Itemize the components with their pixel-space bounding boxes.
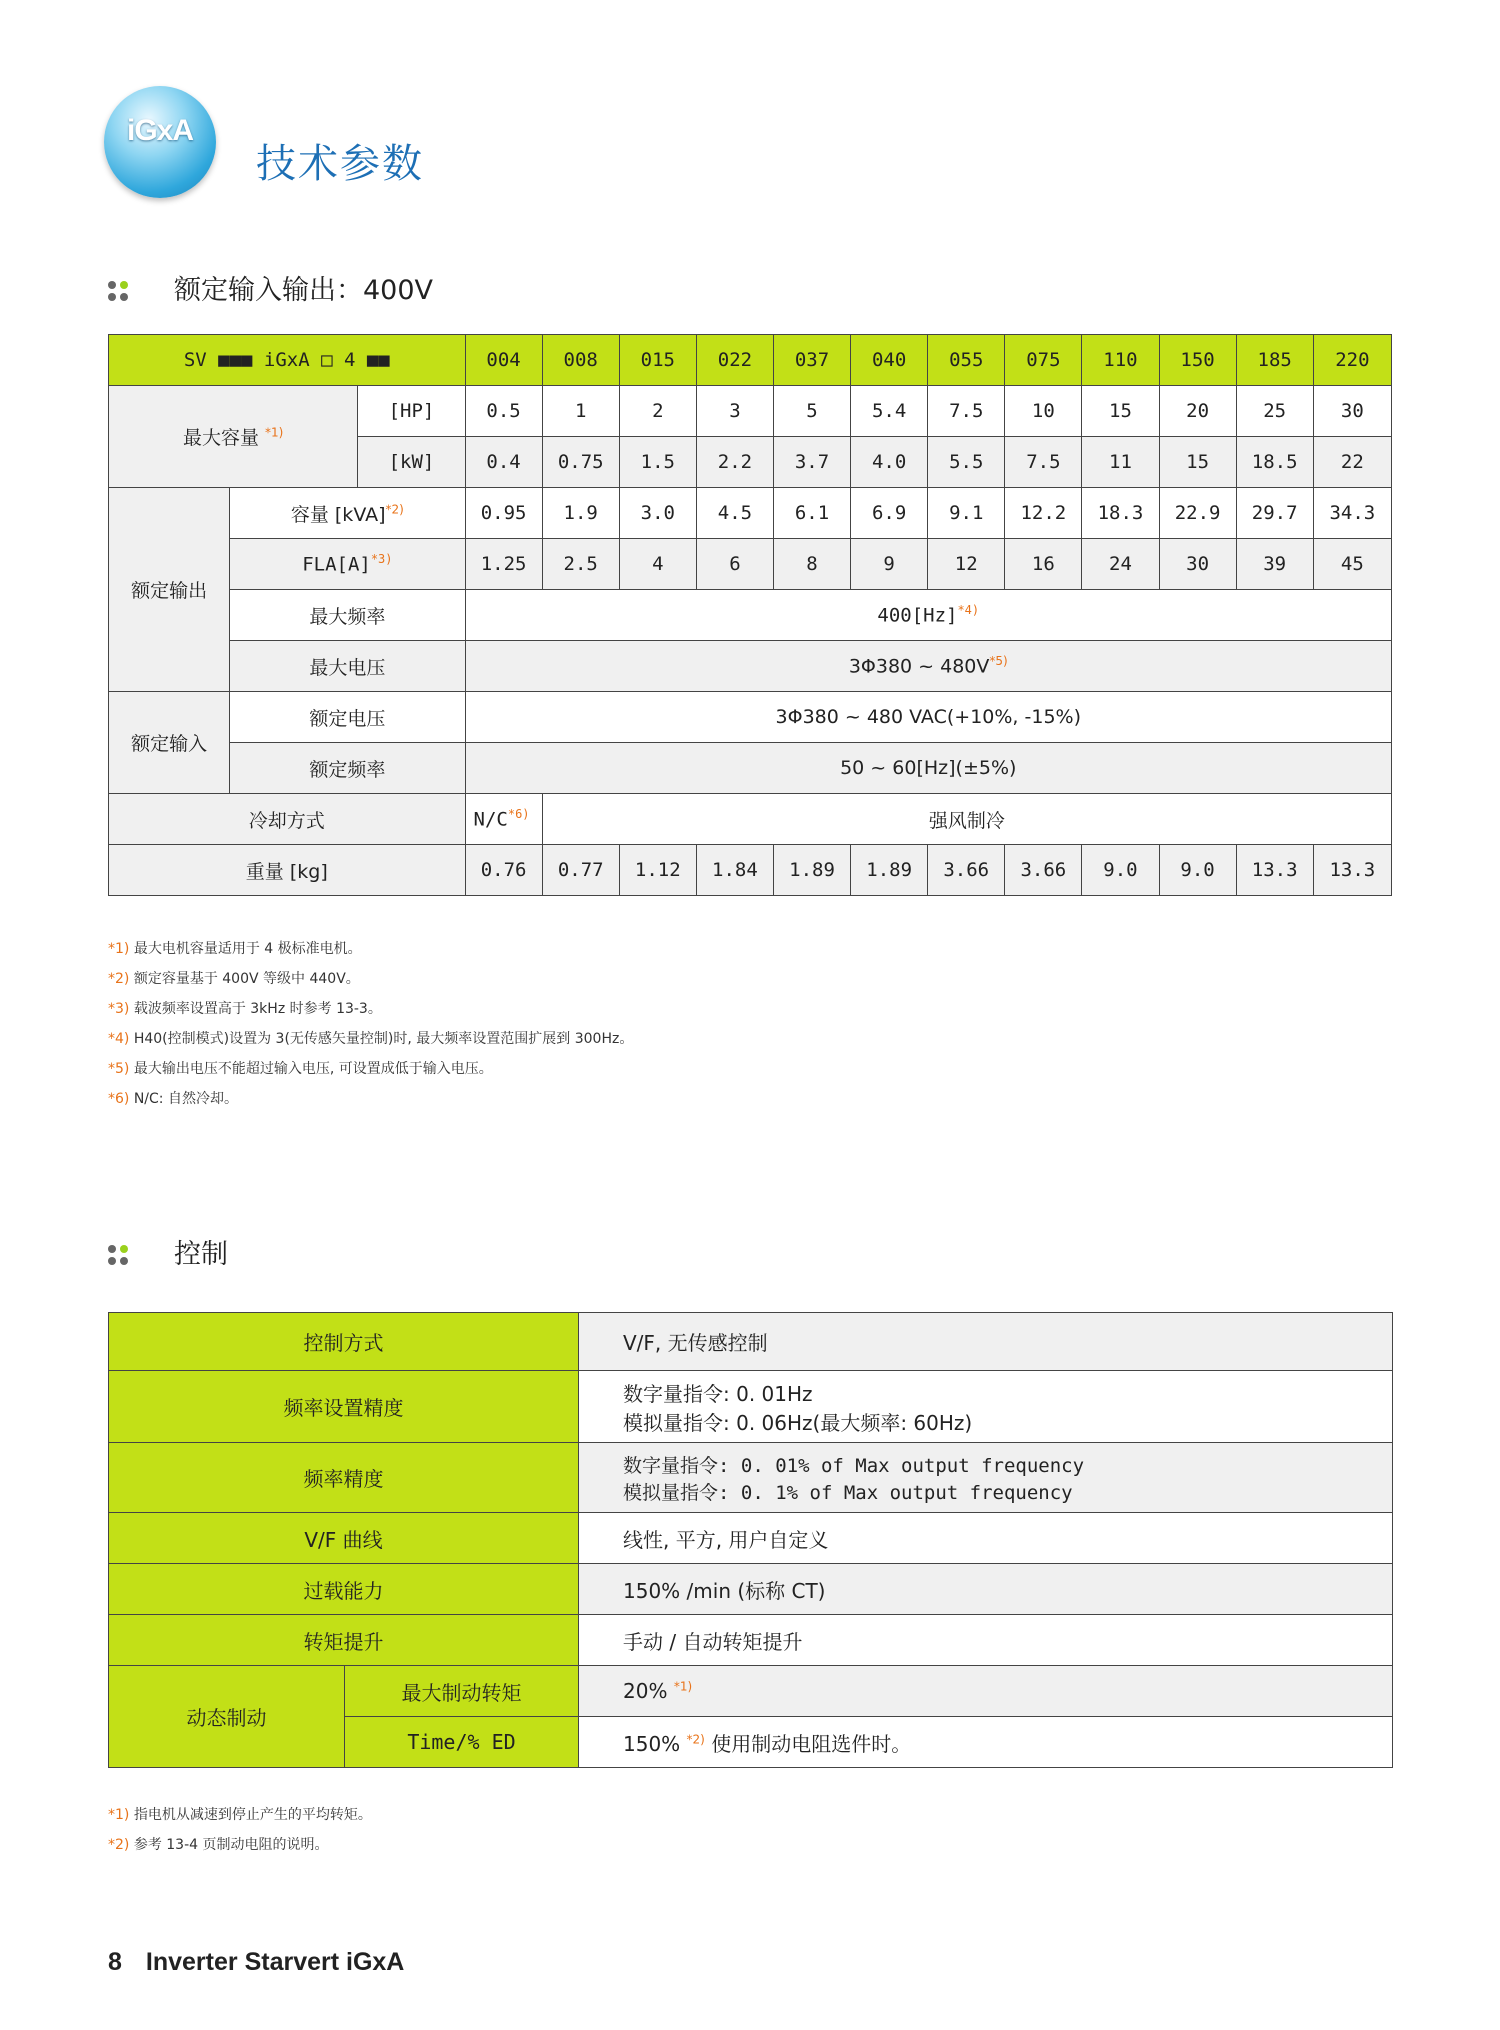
fla-cell: 2.5 xyxy=(542,539,619,590)
hp-cell: 3 xyxy=(696,386,773,437)
control-table xyxy=(108,1312,1393,1768)
weight-cell: 9.0 xyxy=(1082,845,1159,896)
max-volt-label: 最大电压 xyxy=(230,641,465,692)
max-capacity-label: 最大容量 $^{*1)}$ xyxy=(109,386,358,488)
hp-cell: 10 xyxy=(1005,386,1082,437)
fla-cell: 4 xyxy=(619,539,696,590)
note-item: *3) 载波频率设置高于 3kHz 时参考 13-3。 xyxy=(108,1001,382,1017)
model-cell: 037 xyxy=(773,335,850,386)
control-notes xyxy=(108,1800,372,1860)
fla-cell: 16 xyxy=(1005,539,1082,590)
cooling-forced: 强风制冷 xyxy=(542,794,1391,845)
control-label: V/F 曲线 xyxy=(109,1513,579,1564)
hp-cell: 1 xyxy=(542,386,619,437)
page-number: 8 xyxy=(108,1948,122,1976)
fla-cell: 39 xyxy=(1236,539,1313,590)
fla-cell: 30 xyxy=(1159,539,1236,590)
kw-cell: 1.5 xyxy=(619,437,696,488)
input-volt-row xyxy=(109,692,1392,743)
capacity-cell: 1.9 xyxy=(542,488,619,539)
braking-label: 动态制动 xyxy=(109,1666,345,1768)
fla-cell: 12 xyxy=(928,539,1005,590)
braking-row xyxy=(109,1666,1393,1717)
weight-cell: 1.89 xyxy=(773,845,850,896)
capacity-cell: 6.9 xyxy=(851,488,928,539)
model-cell: 220 xyxy=(1313,335,1391,386)
control-row xyxy=(109,1313,1393,1371)
hp-cell: 30 xyxy=(1313,386,1391,437)
fla-cell: 6 xyxy=(696,539,773,590)
input-freq-label: 额定频率 xyxy=(230,743,465,794)
fla-label: $FLA[A]^{*3)}$ xyxy=(230,539,465,590)
rated-output-label: 额定输出 xyxy=(109,488,230,692)
kw-cell: 18.5 xyxy=(1236,437,1313,488)
kw-unit: [kW] xyxy=(358,437,465,488)
page-footer xyxy=(108,1948,404,1977)
fla-cell: 24 xyxy=(1082,539,1159,590)
note-item: *1) 最大电机容量适用于 4 极标准电机。 xyxy=(108,941,362,957)
hp-row xyxy=(109,386,1392,437)
capacity-cell: 34.3 xyxy=(1313,488,1391,539)
kw-cell: 0.75 xyxy=(542,437,619,488)
weight-cell: 13.3 xyxy=(1313,845,1391,896)
control-value: 150% /min (标称 CT) xyxy=(579,1564,1393,1615)
spec-table xyxy=(108,334,1392,896)
weight-cell: 0.76 xyxy=(465,845,542,896)
weight-cell: 0.77 xyxy=(542,845,619,896)
control-value: 线性, 平方, 用户自定义 xyxy=(579,1513,1393,1564)
weight-cell: 9.0 xyxy=(1159,845,1236,896)
fla-cell: 1.25 xyxy=(465,539,542,590)
max-freq-label: 最大频率 xyxy=(230,590,465,641)
kw-cell: 2.2 xyxy=(696,437,773,488)
capacity-cell: 4.5 xyxy=(696,488,773,539)
hp-cell: 15 xyxy=(1082,386,1159,437)
kw-cell: 15 xyxy=(1159,437,1236,488)
max-volt-row xyxy=(109,641,1392,692)
capacity-cell: 3.0 xyxy=(619,488,696,539)
kw-cell: 22 xyxy=(1313,437,1391,488)
hp-cell: 20 xyxy=(1159,386,1236,437)
hp-unit: [HP] xyxy=(358,386,465,437)
kw-cell: 0.4 xyxy=(465,437,542,488)
max-braking-torque-label: 最大制动转矩 xyxy=(345,1666,579,1717)
weight-cell: 1.84 xyxy=(696,845,773,896)
capacity-cell: 9.1 xyxy=(928,488,1005,539)
footer-title: Inverter Starvert iGxA xyxy=(145,1948,405,1976)
hp-cell: 5 xyxy=(773,386,850,437)
capacity-label: 容量 [kVA]$^{*2)}$ xyxy=(230,488,465,539)
capacity-cell: 29.7 xyxy=(1236,488,1313,539)
section-title-control: 控制 xyxy=(108,1232,228,1271)
weight-cell: 3.66 xyxy=(1005,845,1082,896)
control-label: 控制方式 xyxy=(109,1313,579,1371)
model-cell: 004 xyxy=(465,335,542,386)
control-value: 数字量指令: 0. 01% of Max output frequency 模拟量指令: 0. 1% of Max output frequency xyxy=(579,1443,1393,1513)
note-item: *4) H40(控制模式)设置为 3(无传感矢量控制)时, 最大频率设置范围扩展到 300Hz。 xyxy=(108,1031,634,1047)
capacity-cell: 6.1 xyxy=(773,488,850,539)
cooling-row xyxy=(109,794,1392,845)
cooling-label: 冷却方式 xyxy=(109,794,466,845)
hp-cell: 7.5 xyxy=(928,386,1005,437)
capacity-cell: 12.2 xyxy=(1005,488,1082,539)
bullet-dots-icon xyxy=(108,281,130,303)
control-row xyxy=(109,1564,1393,1615)
input-volt-value: 3Φ380 ~ 480 VAC(+10%, -15%) xyxy=(465,692,1391,743)
control-label: 转矩提升 xyxy=(109,1615,579,1666)
time-ed-value: 150% $^{*2)}$ 使用制动电阻选件时。 xyxy=(579,1717,1393,1768)
control-row xyxy=(109,1371,1393,1443)
note-item: *2) 额定容量基于 400V 等级中 440V。 xyxy=(108,971,360,987)
input-freq-row xyxy=(109,743,1392,794)
capacity-cell: 18.3 xyxy=(1082,488,1159,539)
input-freq-value: 50 ~ 60[Hz](±5%) xyxy=(465,743,1391,794)
capacity-row xyxy=(109,488,1392,539)
max-braking-torque-value: 20% $^{*1)}$ xyxy=(579,1666,1393,1717)
weight-label: 重量 [kg] xyxy=(109,845,466,896)
kw-cell: 11 xyxy=(1082,437,1159,488)
spec-notes xyxy=(108,934,633,1114)
control-row xyxy=(109,1443,1393,1513)
fla-row xyxy=(109,539,1392,590)
bullet-dots-icon xyxy=(108,1245,130,1267)
time-ed-label: Time/% ED xyxy=(345,1717,579,1768)
control-value: 手动 / 自动转矩提升 xyxy=(579,1615,1393,1666)
control-row xyxy=(109,1513,1393,1564)
model-cell: 185 xyxy=(1236,335,1313,386)
kw-cell: 4.0 xyxy=(851,437,928,488)
weight-cell: 1.89 xyxy=(851,845,928,896)
kw-cell: 5.5 xyxy=(928,437,1005,488)
igxa-logo: iGxA xyxy=(104,86,216,198)
model-cell: 055 xyxy=(928,335,1005,386)
max-freq-row xyxy=(109,590,1392,641)
control-value: 数字量指令: 0. 01Hz 模拟量指令: 0. 06Hz(最大频率: 60Hz) xyxy=(579,1371,1393,1443)
weight-cell: 13.3 xyxy=(1236,845,1313,896)
kw-cell: 3.7 xyxy=(773,437,850,488)
note-item: *5) 最大输出电压不能超过输入电压, 可设置成低于输入电压。 xyxy=(108,1061,493,1077)
weight-cell: 1.12 xyxy=(619,845,696,896)
section-title-io: 额定输入输出：400V xyxy=(108,268,433,307)
fla-cell: 9 xyxy=(851,539,928,590)
cooling-nc: $N/C^{*6)}$ xyxy=(465,794,542,845)
hp-cell: 5.4 xyxy=(851,386,928,437)
model-cell: 075 xyxy=(1005,335,1082,386)
note-item: *1) 指电机从减速到停止产生的平均转矩。 xyxy=(108,1807,372,1823)
model-cell: 015 xyxy=(619,335,696,386)
weight-row xyxy=(109,845,1392,896)
control-row xyxy=(109,1615,1393,1666)
hp-cell: 0.5 xyxy=(465,386,542,437)
control-label: 频率设置精度 xyxy=(109,1371,579,1443)
control-value: V/F, 无传感控制 xyxy=(579,1313,1393,1371)
input-volt-label: 额定电压 xyxy=(230,692,465,743)
model-cell: 040 xyxy=(851,335,928,386)
model-cell: 150 xyxy=(1159,335,1236,386)
fla-cell: 8 xyxy=(773,539,850,590)
max-volt-value: 3Φ380 ~ $480V^{*5)}$ xyxy=(465,641,1391,692)
max-freq-value: $400[Hz]^{*4)}$ xyxy=(465,590,1391,641)
model-label: SV ■■■ iGxA □ 4 ■■ xyxy=(109,335,466,386)
model-cell: 110 xyxy=(1082,335,1159,386)
hp-cell: 25 xyxy=(1236,386,1313,437)
page-title: 技术参数 xyxy=(256,141,424,187)
control-label: 过载能力 xyxy=(109,1564,579,1615)
hp-cell: 2 xyxy=(619,386,696,437)
note-item: *6) N/C: 自然冷却。 xyxy=(108,1091,238,1107)
fla-cell: 45 xyxy=(1313,539,1391,590)
note-item: *2) 参考 13-4 页制动电阻的说明。 xyxy=(108,1837,329,1853)
capacity-cell: 22.9 xyxy=(1159,488,1236,539)
control-label: 频率精度 xyxy=(109,1443,579,1513)
model-cell: 022 xyxy=(696,335,773,386)
model-cell: 008 xyxy=(542,335,619,386)
kw-cell: 7.5 xyxy=(1005,437,1082,488)
rated-input-label: 额定输入 xyxy=(109,692,230,794)
model-row xyxy=(109,335,1392,386)
weight-cell: 3.66 xyxy=(928,845,1005,896)
capacity-cell: 0.95 xyxy=(465,488,542,539)
